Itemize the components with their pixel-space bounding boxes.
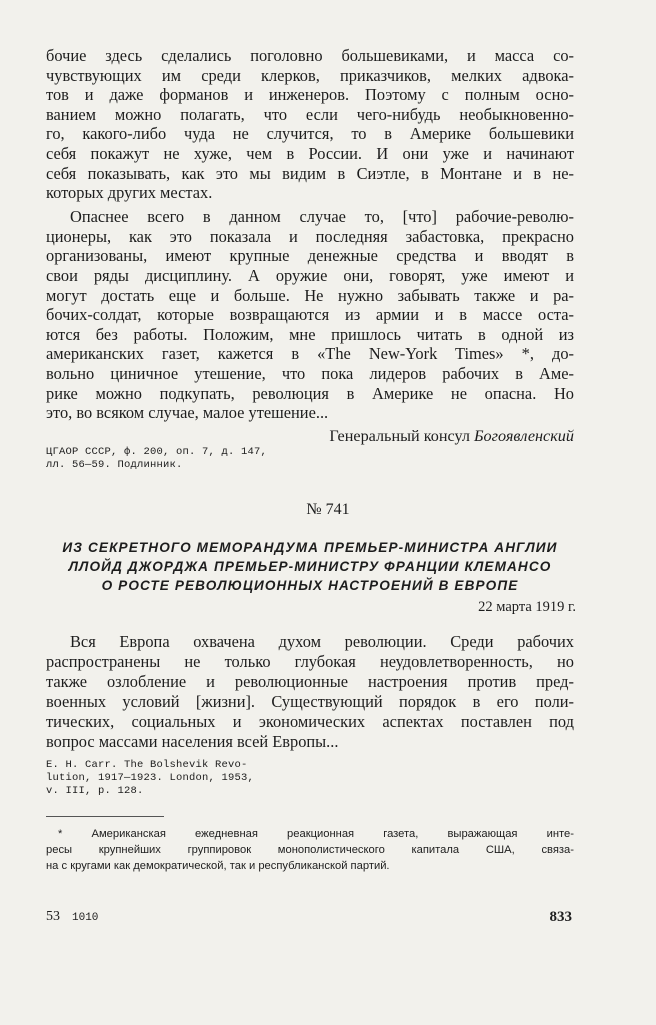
page-number: 833 <box>549 909 572 925</box>
body-line: бочих-солдат, которые возвращаются из армии и в массе оста- <box>46 305 574 325</box>
body-line: ционеры, как это показала и последняя забастовка, прекрасно <box>46 226 574 246</box>
body-line: ются без работы. Положим, мне пришлось читать в одной из <box>46 324 574 344</box>
document-heading: ЛЛОЙД ДЖОРДЖА ПРЕМЬЕР-МИНИСТРУ ФРАНЦИИ КЛЕМАНСО <box>68 559 552 574</box>
body-line: организованы, имеют крупные денежные средства и вводят в <box>46 246 574 266</box>
body-line: бочие здесь сделались поголовно большевиками, и масса со- <box>46 46 574 65</box>
footnote-line: ресы крупнейших группировок монополистического капитала США, связа- <box>46 844 574 856</box>
body-line: это, во всяком случае, малое утешение... <box>46 403 329 423</box>
body-line: тов и даже форманов и инженеров. Поэтому с полным осно- <box>46 85 574 105</box>
bibliographic-source: E. H. Carr. The Bolshevik Revo- <box>46 759 248 771</box>
body-line: которых других местах. <box>46 183 213 203</box>
signature <box>329 427 574 446</box>
document-number: № 741 <box>306 501 350 518</box>
memo-line: тических, социальных и экономических аспектах поставлен под <box>46 712 574 731</box>
signature-title: Генеральный консул <box>329 426 470 445</box>
memo-line: также озлобление и революционные настроения против пред- <box>46 672 574 691</box>
footnote-divider <box>46 816 164 817</box>
document-heading: ИЗ СЕКРЕТНОГО МЕМОРАНДУМА ПРЕМЬЕР-МИНИСТРА АНГЛИИ <box>62 540 558 555</box>
bibliographic-source: lution, 1917—1923. London, 1953, <box>46 772 255 784</box>
printer-marks <box>46 909 98 925</box>
body-line: чувствующих им среди клерков, приказчиков, мелких адвока- <box>46 65 574 85</box>
print-code: 1010 <box>72 912 99 924</box>
archive-source: ЦГАОР СССР, ф. 200, оп. 7, д. 147, <box>46 446 268 458</box>
body-line: американских газет, кажется в «The New-York Times» *, до- <box>46 344 574 364</box>
signature-name: Богоявленский <box>473 426 574 445</box>
body-line: рике можно подкупать, революция в Америке не опасна. Но <box>46 383 574 403</box>
memo-line: вопрос массами населения всей Европы... <box>46 732 339 751</box>
body-line: вольно циничное утешение, что пока лидеров рабочих в Аме- <box>46 364 574 383</box>
signature-mark: 53 <box>46 909 60 924</box>
body-line: себя покажут не хуже, чем в России. И они уже и начинают <box>46 144 574 163</box>
document-date: 22 марта 1919 г. <box>478 599 576 615</box>
body-line: себя показывать, как это мы видим в Сиэтле, в Монтане и в не- <box>46 163 574 183</box>
document-heading: О РОСТЕ РЕВОЛЮЦИОННЫХ НАСТРОЕНИЙ В ЕВРОПЕ <box>101 578 519 593</box>
memo-line: Вся Европа охвачена духом революции. Среди рабочих <box>70 632 574 651</box>
archive-source: лл. 56—59. Подлинник. <box>46 459 183 471</box>
body-line: могут достать еще и больше. Не нужно забывать также и ра- <box>46 285 574 305</box>
memo-line: распространены не только глубокая неудовлетворенность, но <box>46 652 574 671</box>
body-line: ванием можно полагать, что если чего-нибудь необыкновенно- <box>46 104 574 124</box>
body-line: свои ряды дисциплину. А оружие они, говорят, уже имеют и <box>46 266 574 285</box>
memo-line: военных условий [жизни]. Существующий порядок в его поли- <box>46 692 574 711</box>
footnote-line: на с кругами как демократической, так и республиканской партий. <box>46 860 390 872</box>
footnote-line: * Американская ежедневная реакционная газета, выражающая инте- <box>58 828 574 840</box>
body-line: Опаснее всего в данном случае то, [что] рабочие-револю- <box>70 207 574 227</box>
body-line: го, какого-либо чуда не случится, то в Америке большевики <box>46 124 574 144</box>
bibliographic-source: v. III, p. 128. <box>46 785 144 797</box>
